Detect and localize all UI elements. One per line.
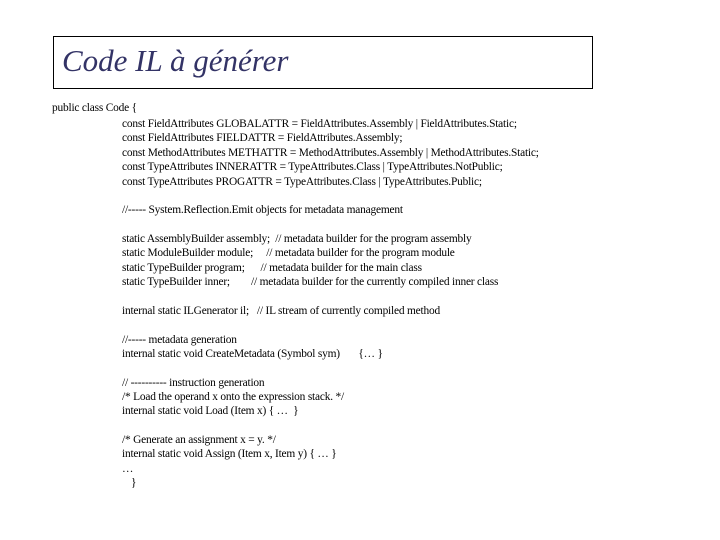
load-comment: /* Load the operand x onto the expression stack. */ (122, 391, 344, 403)
assign-method-line: internal static void Assign (Item x, Item y) { … } (122, 448, 337, 460)
instruction-comment: // ---------- instruction generation (122, 377, 265, 389)
const-line: const TypeAttributes INNERATTR = TypeAttributes.Class | TypeAttributes.NotPublic; (122, 161, 503, 173)
const-line: const TypeAttributes PROGATTR = TypeAttributes.Class | TypeAttributes.Public; (122, 176, 482, 188)
class-declaration: public class Code { (52, 102, 137, 114)
metadata-comment: //----- metadata generation (122, 334, 237, 346)
const-line: const FieldAttributes GLOBALATTR = FieldAttributes.Assembly | FieldAttributes.Static; (122, 118, 517, 130)
builder-line: static TypeBuilder inner; // metadata builder for the currently compiled inner class (122, 276, 499, 288)
create-metadata-line: internal static void CreateMetadata (Symbol sym) {… } (122, 348, 383, 360)
closing-brace: } (131, 477, 137, 489)
builder-line: static ModuleBuilder module; // metadata builder for the program module (122, 247, 455, 259)
load-method-line: internal static void Load (Item x) { … } (122, 405, 299, 417)
const-line: const FieldAttributes FIELDATTR = FieldAttributes.Assembly; (122, 132, 403, 144)
il-generator-line: internal static ILGenerator il; // IL stream of currently compiled method (122, 305, 440, 317)
builder-line: static AssemblyBuilder assembly; // metadata builder for the program assembly (122, 233, 472, 245)
builder-line: static TypeBuilder program; // metadata builder for the main class (122, 262, 422, 274)
slide-title: Code IL à générer (62, 43, 289, 78)
const-line: const MethodAttributes METHATTR = MethodAttributes.Assembly | MethodAttributes.Static; (122, 147, 539, 159)
emit-comment: //----- System.Reflection.Emit objects for metadata management (122, 204, 403, 216)
assign-comment: /* Generate an assignment x = y. */ (122, 434, 276, 446)
ellipsis-line: … (122, 463, 134, 475)
